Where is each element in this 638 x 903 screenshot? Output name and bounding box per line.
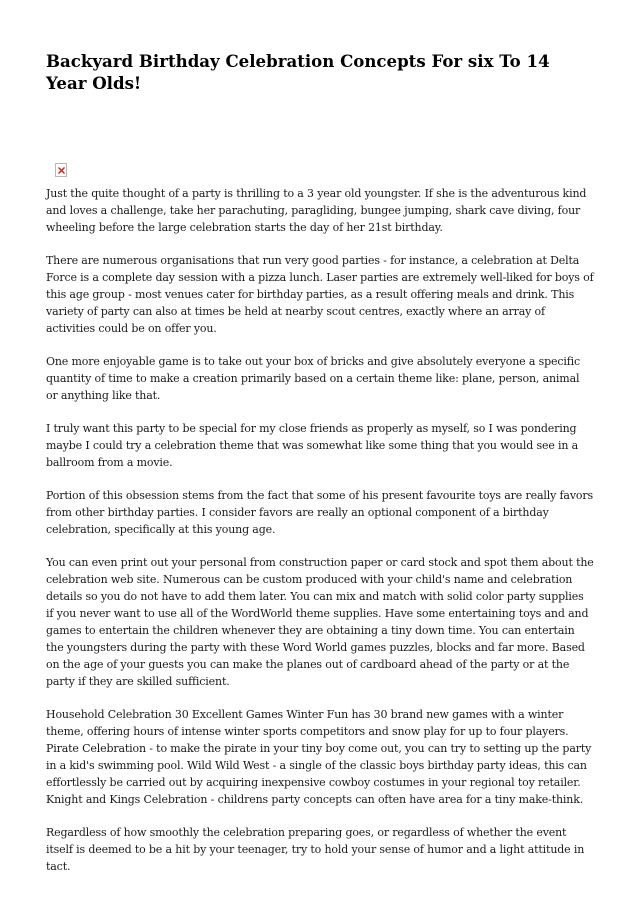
paragraph-1: Just the quite thought of a party is thrilling to a 3 year old youngster. If she is the adventurous kind and loves a challenge, take her parachuting, paragliding, bungee jumping, shark cave diving, four wheeling before the large celebration starts the day of her 21st birthday.: [46, 187, 587, 234]
paragraph-3: One more enjoyable game is to take out your box of bricks and give absolutely everyone a specific quantity of time to make a creation primarily based on a certain theme like: plane, person, animal or anything like that.: [46, 355, 581, 402]
paragraph-5: Portion of this obsession stems from the fact that some of his present favourite toys are really favors from other birthday parties. I consider favors are really an optional component of a birthday celebration, specifically at this young age.: [46, 489, 593, 537]
broken-image-icon: [55, 163, 67, 177]
paragraph-6: You can even print out your personal from construction paper or card stock and spot them about the celebration web site. Numerous can be custom produced with your child's name and celebration details so you do not have to add them later. You can mix and match with solid color party supplies if you never want to use all of the WordWorld theme supplies. Have some entertaining toys and and games to entertain the children whenever they are obtaining a tiny down time. You can entertain the youngsters during the party with these Word World games puzzles, blocks and far more. Based on the age of your guests you can make the planes out of cardboard ahead of the party or at the party if they are skilled sufficient.: [46, 556, 594, 688]
page-title: Backyard Birthday Celebration Concepts For six To 14 Year Olds!: [46, 51, 550, 93]
paragraph-8: Regardless of how smoothly the celebration preparing goes, or regardless of whether the event itself is deemed to be a hit by your teenager, try to hold your sense of humor and a light attitude in tact.: [46, 825, 585, 873]
paragraph-4: I truly want this party to be special for my close friends as properly as myself, so I was pondering maybe I could try a celebration theme that was somewhat like some thing that you would see in a ballroom from a movie.: [46, 422, 579, 469]
article-body: [46, 186, 594, 892]
paragraph-7: Household Celebration 30 Excellent Games Winter Fun has 30 brand new games with a winter theme, offering hours of intense winter sports competitors and snow play for up to four players. Pirate Celebration - to make the pirate in your tiny boy come out, you can try to setting up the party in a kid's swimming pool. Wild Wild West - a single of the classic boys birthday party ideas, this can effortlessly be carried out by acquiring inexpensive cowboy costumes in your regional toy retailer. Knight and Kings Celebration - childrens party concepts can often have area for a tiny make-think.: [46, 708, 592, 806]
paragraph-2: There are numerous organisations that run very good parties - for instance, a celebration at Delta Force is a complete day session with a pizza lunch. Laser parties are extremely well-liked for boys of this age group - most venues cater for birthday parties, as a result offering meals and drink. This variety of party can also at times be held at nearby scout centres, exactly where an array of activities could be on offer you.: [46, 254, 594, 335]
document-page: [46, 0, 594, 873]
